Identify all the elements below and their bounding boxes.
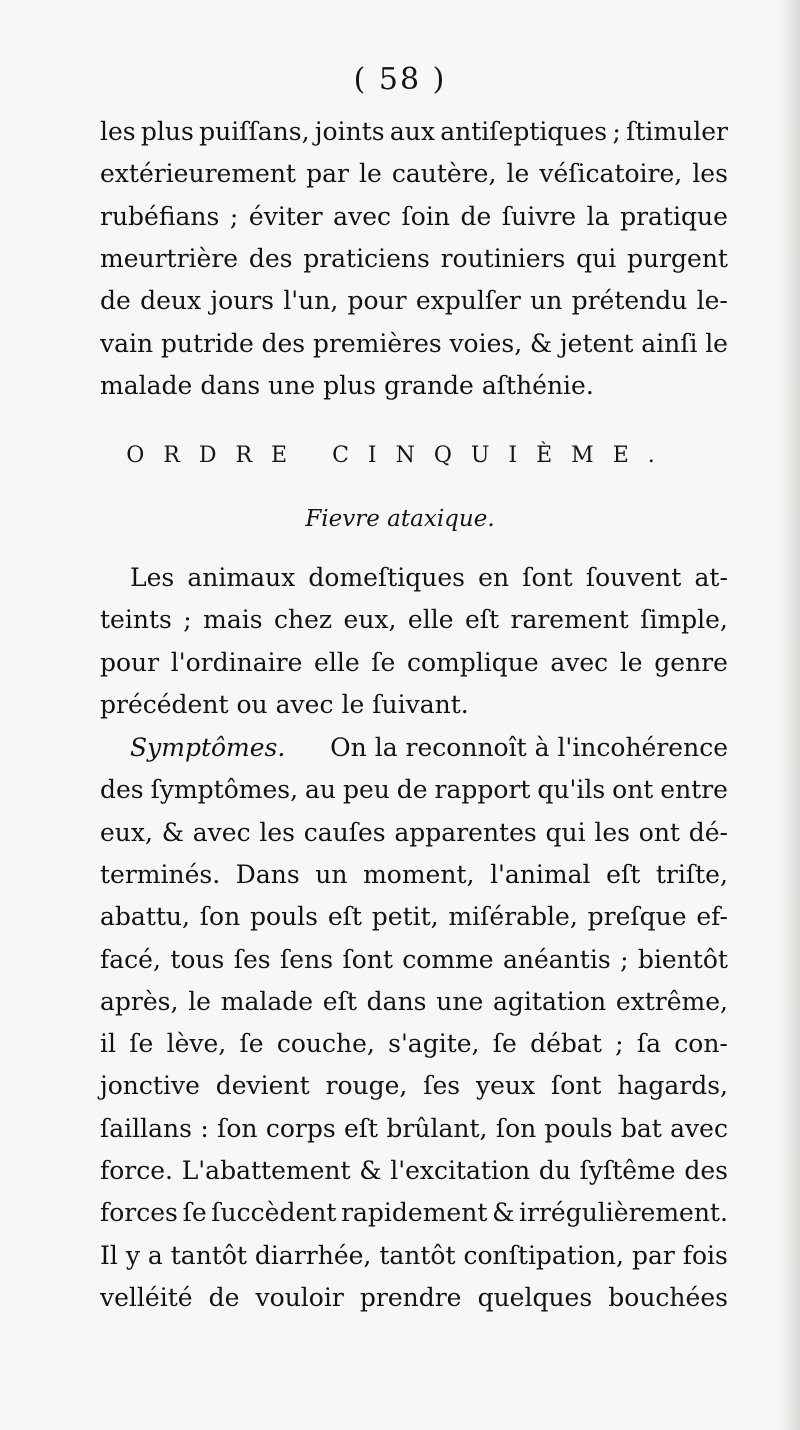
text-line: après, le malade eſt dans une agitation extrême, — [100, 986, 728, 1016]
text-line: extérieurement par le cautère, le véſicatoire, les — [100, 159, 728, 189]
text-line: de deux jours l'un, pour expulſer un prétendu le- — [100, 286, 728, 316]
text-line: des ſymptômes, au peu de rapport qu'ils ont entre — [100, 775, 728, 805]
page-edge-shadow — [774, 0, 800, 1430]
text-line: meurtrière des praticiens routiniers qui purgent — [100, 243, 728, 273]
text-line: malade dans une plus grande aſthénie. — [100, 370, 594, 400]
text-line: Il y a tantôt diarrhée, tantôt conſtipation, par fois — [100, 1240, 728, 1270]
text-line — [130, 728, 728, 768]
text-line: précédent ou avec le ſuivant. — [100, 689, 469, 719]
text-line: Les animaux domeſtiques en ſont ſouvent at- — [130, 563, 728, 592]
text-line: il ſe lève, ſe couche, s'agite, ſe débat ; ſa con- — [100, 1029, 728, 1059]
text-line: les plus puiſſans, joints aux antiſeptiques ; ſtimuler — [100, 117, 728, 146]
text-line: ſaillans : ſon corps eſt brûlant, ſon pouls bat avec — [100, 1113, 728, 1143]
symptomes-label: Symptômes. — [130, 733, 286, 762]
text-line: rubéfians ; éviter avec ſoin de ſuivre la pratique — [100, 201, 728, 231]
text-line: velléité de vouloir prendre quelques bouchées — [100, 1282, 728, 1312]
text-line: abattu, ſon pouls eſt petit, miſérable, preſque ef- — [100, 902, 728, 932]
text-line: vain putride des premières voies, & jetent ainſi le — [100, 328, 728, 358]
section-subtitle: Fievre ataxique. — [305, 506, 495, 532]
symptomes-line-rest: On la reconnoît à l'incohérence — [330, 733, 728, 762]
text-line: facé, tous ſes ſens ſont comme anéantis ; bientôt — [100, 944, 728, 974]
text-line: terminés. Dans un moment, l'animal eſt triſte, — [100, 859, 728, 889]
text-line: pour l'ordinaire elle ſe complique avec le genre — [100, 647, 728, 677]
text-line: jonctive devient rouge, ſes yeux ſont hagards, — [100, 1071, 728, 1101]
order-heading: ORDRE CINQUIÈME. — [126, 443, 674, 468]
text-line: force. L'abattement & l'excitation du ſyſtême des — [100, 1156, 728, 1185]
text-line: teints ; mais chez eux, elle eſt rarement ſimple, — [100, 605, 728, 635]
page-number: ( 58 ) — [353, 62, 447, 97]
text-line: eux, & avec les cauſes apparentes qui les ont dé- — [100, 817, 728, 847]
text-line: forces ſe ſuccèdent rapidement & irrégulièrement. — [100, 1198, 728, 1228]
